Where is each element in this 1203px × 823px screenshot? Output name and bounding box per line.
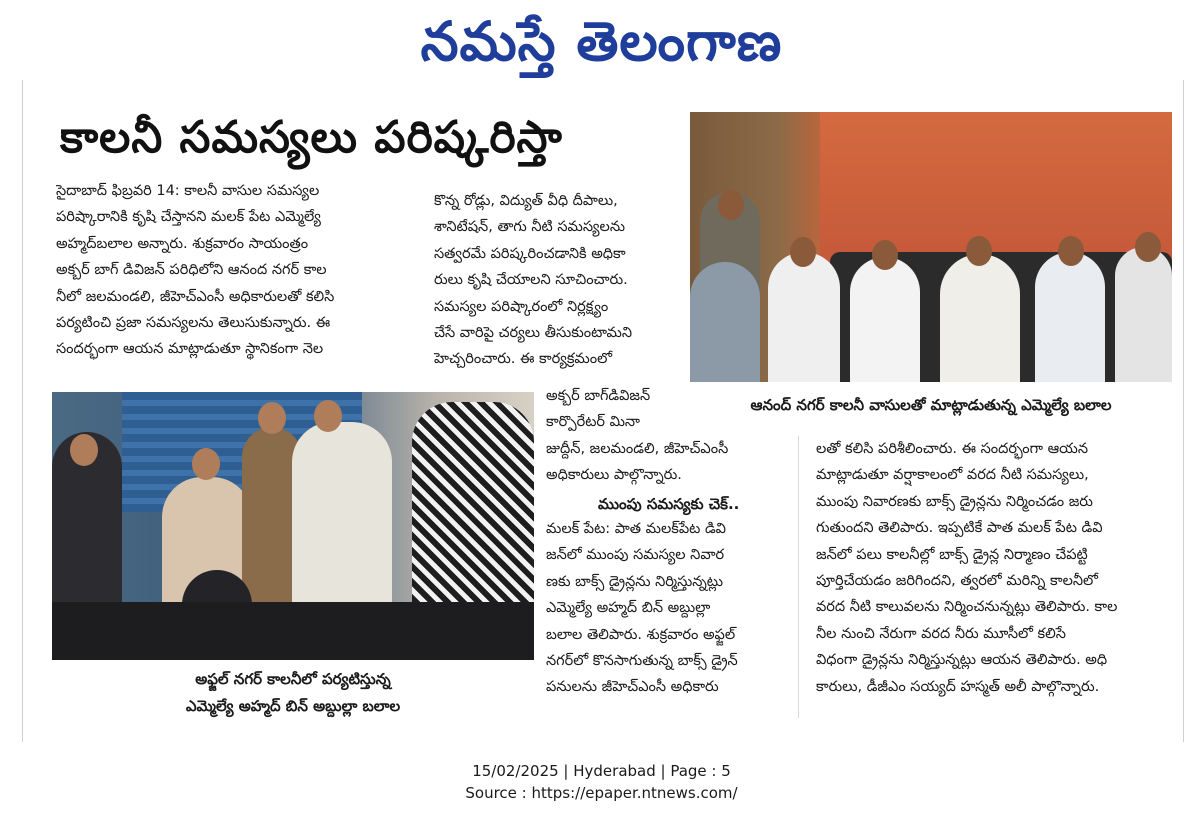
article-column-3 [816, 436, 1172, 700]
photo-person-head [790, 237, 816, 267]
text-line: మాట్లాడుతూ వర్షాకాలంలో వరద నీటి సమస్యలు, [816, 467, 1089, 484]
text-line: రులు కృషి చేయాలని సూచించారు. [434, 272, 628, 289]
photo-person [690, 262, 760, 382]
text-line: సమస్యల పరిష్కారంలో నిర్లక్ష్యం [434, 298, 609, 315]
photo-person [1035, 252, 1105, 382]
caption-line: ఎమ్మెల్యే అహ్మద్ బిన్ అబ్దుల్లా బలాల [185, 697, 401, 715]
text-line: హెచ్చరించారు. ఈ కార్యక్రమంలో [434, 351, 613, 368]
photo-person-head [192, 448, 220, 480]
text-line: అహ్మద్‌బలాల అన్నారు. శుక్రవారం సాయంత్రం [56, 235, 309, 252]
text-line: కొన్న రోడ్లు, విద్యుత్ వీధి దీపాలు, [434, 193, 618, 209]
street-visit-photo-caption [52, 666, 534, 720]
text-line: సందర్భంగా ఆయన మాట్లాడుతూ స్థానికంగా నెల [56, 341, 324, 358]
text-line: కార్పొరేటర్ మినా [546, 414, 641, 431]
text-line: పరిష్కారానికి కృషి చేస్తానని మలక్ పేట ఎమ్మెల్యే [56, 209, 321, 226]
text-line: జన్‌లో ముంపు సమస్యల నివార [546, 547, 725, 564]
text-line: ణకు బాక్స్ డ్రైన్లను నిర్మిస్తున్నట్లు [546, 573, 723, 590]
text-line: సైదాబాద్ ఫిబ్రవరి 14: కాలనీ వాసుల సమస్యల [56, 183, 320, 199]
text-line: చేసే వారిపై చర్యలు తీసుకుంటామని [434, 324, 633, 341]
text-line: బలాల తెలిపారు. శుక్రవారం అఫ్జల్ [546, 626, 736, 643]
photo-person-head [1058, 236, 1084, 266]
text-line: శానిటేషన్, తాగు నీటి సమస్యలను [434, 219, 626, 236]
footer-date-edition: 15/02/2025 | Hyderabad | Page : 5 [472, 762, 731, 780]
street-visit-photo [52, 392, 534, 660]
photo-person [940, 254, 1020, 382]
text-line: పనులను జీహెచ్ఎంసీ అధికారు [546, 679, 719, 696]
meeting-photo [690, 112, 1172, 382]
article-column-2 [434, 188, 680, 373]
text-line: నగర్‌లో కొనసాగుతున్న బాక్స్ డ్రైన్ [546, 652, 738, 669]
text-line: పర్యటించి ప్రజా సమస్యలను తెలుసుకున్నారు. ఈ [56, 314, 331, 331]
photo-person [1115, 247, 1172, 382]
photo-person [768, 252, 840, 382]
article-headline: కాలనీ సమస్యలు పరిష్కరిస్తా [60, 112, 563, 163]
text-line: గుతుందని తెలిపారు. ఇప్పటికే పాత మలక్ పేట డివి [816, 520, 1103, 537]
text-line: ఎమ్మెల్యే అహ్మద్ బిన్ అబ్దుల్లా [546, 600, 711, 617]
photo-person-head [718, 190, 744, 220]
text-line: మలక్ పేట: పాత మలక్‌పేట డివి [546, 521, 726, 537]
photo-person [412, 402, 534, 602]
text-line: పూర్తిచేయడం జరిగిందని, త్వరలో మరిన్ని కాలనీలో [816, 572, 1098, 589]
meeting-photo-caption: ఆనంద్ నగర్ కాలనీ వాసులతో మాట్లాడుతున్న ఎమ్మెల్యే బలాల [750, 396, 1112, 414]
photo-person-head [1135, 232, 1161, 262]
text-line: జన్‌లో పలు కాలనీల్లో బాక్స్ డ్రైన్ల నిర్మాణం చేపట్టి [816, 546, 1088, 563]
column-divider [798, 436, 799, 718]
article-column-1 [56, 178, 424, 363]
text-line: ముంపు నివారణకు బాక్స్ డ్రైన్లను నిర్మించడం జరు [816, 493, 1093, 510]
photo-person [850, 257, 920, 382]
masthead-logo: నమస్తే తెలంగాణ [420, 9, 783, 73]
photo-car [52, 602, 534, 660]
text-line: అధికారులు పాల్గొన్నారు. [546, 467, 682, 484]
text-line: నీల నుంచి నేరుగా వరద నీరు మూసీలో కలిసే [816, 625, 1066, 642]
photo-person-head [872, 240, 898, 270]
photo-person-head [70, 434, 98, 466]
photo-person [292, 422, 392, 602]
page-border-left [22, 80, 23, 742]
text-line: అక్బర్ బాగ్ డివిజన్ పరిధిలోని ఆనంద నగర్ కాల [56, 262, 327, 279]
text-line: నీలో జలమండలి, జీహెచ్ఎంసీ అధికారులతో కలిసి [56, 288, 335, 305]
photo-person-head [966, 236, 992, 266]
text-line: వరద నీటి కాలువలను నిర్మించనున్నట్లు తెలిపారు. కాల [816, 599, 1118, 616]
page-border-right [1183, 80, 1184, 742]
photo-person-head [258, 402, 286, 434]
text-line: అక్బర్ బాగ్‌డివిజన్ [546, 388, 651, 404]
article-column-4 [546, 516, 786, 701]
photo-person-head [314, 400, 342, 432]
footer-source: Source : https://epaper.ntnews.com/ [465, 784, 738, 802]
caption-line: అఫ్జల్ నగర్ కాలనీలో పర్యటిస్తున్న [195, 670, 391, 688]
article-subhead: ముంపు సమస్యకు చెక్.. [598, 495, 740, 513]
text-line: సత్వరమే పరిష్కరించడానికి అధికా [434, 245, 626, 262]
text-line: విధంగా డ్రైన్లను నిర్మిస్తున్నట్లు ఆయన తెలిపారు. అధి [816, 652, 1108, 669]
text-line: కారులు, డీజీఎం సయ్యద్ హస్మత్ అలీ పాల్గొన్నారు. [816, 678, 1100, 695]
text-line: లతో కలిసి పరిశీలించారు. ఈ సందర్భంగా ఆయన [816, 441, 1089, 457]
text-line: జుద్దీన్, జలమండలి, జీహెచ్ఎంసీ [546, 440, 729, 457]
